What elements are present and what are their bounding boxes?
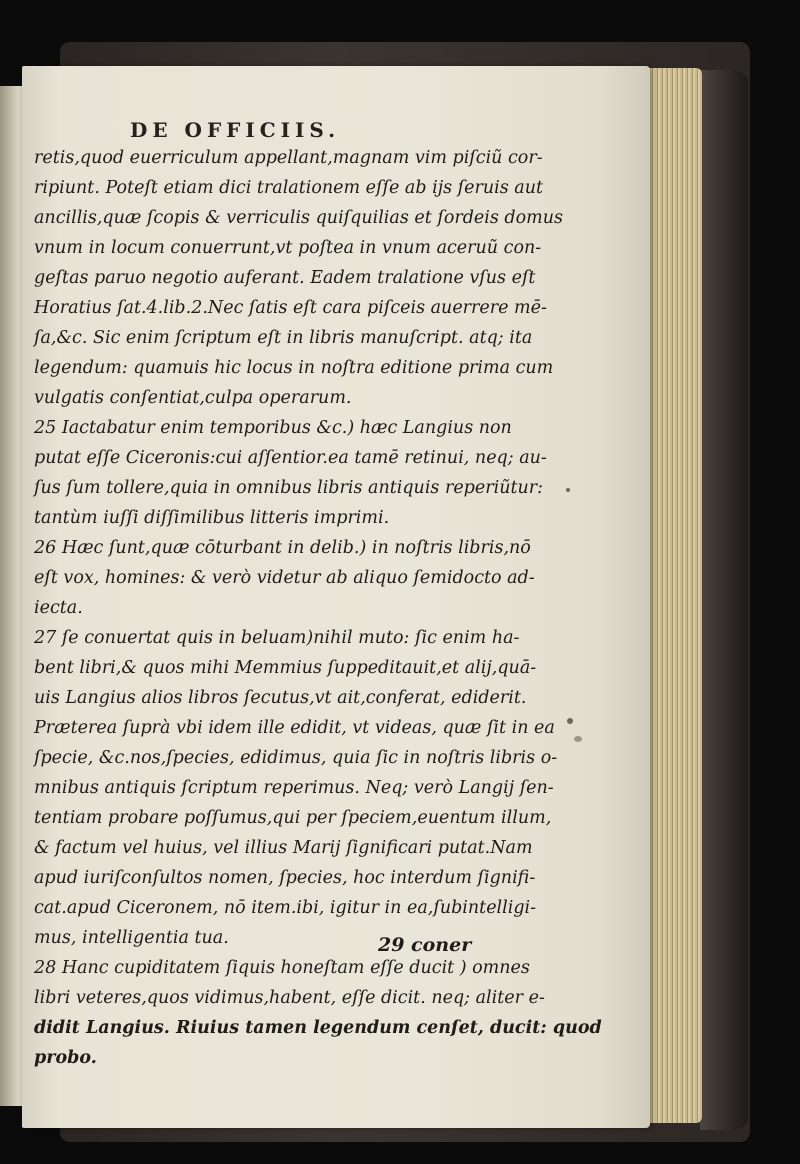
text-line: ancillis,quæ ſcopis & verriculis quiſquilias et ſordeis domus <box>34 208 563 228</box>
text-line: retis,quod euerriculum appellant,magnam vim piſciũ cor- <box>34 148 543 168</box>
paper-speck <box>574 736 582 742</box>
text-line: bent libri,& quos mihi Memmius ſuppeditauit,et alij,quā- <box>34 658 537 678</box>
text-line: 26 Hæc ſunt,quæ cōturbant in delib.) in noſtris libris,nō <box>34 538 531 558</box>
text-line: mus, intelligentia tua. <box>34 928 229 948</box>
text-line: mnibus antiquis ſcriptum reperimus. Neq; verò Langij ſen- <box>34 778 554 798</box>
paper-speck <box>567 718 573 724</box>
text-line: putat eſſe Ciceronis:cui aſſentior.ea tamē retinui, neq; au- <box>34 448 547 468</box>
text-line: didit Langius. Riuius tamen legendum cenſet, ducit: quod <box>34 1018 602 1038</box>
text-line: ſus ſum tollere,quia in omnibus libris antiquis reperiũtur: <box>34 478 544 498</box>
cover-edge <box>700 70 748 1130</box>
text-line: eſt vox, homines: & verò videtur ab aliquo ſemidocto ad- <box>34 568 535 588</box>
text-line: probo. <box>34 1048 97 1068</box>
text-line: vnum in locum conuerrunt,vt poſtea in vnum aceruũ con- <box>34 238 542 258</box>
text-line: Horatius ſat.4.lib.2.Nec ſatis eſt cara piſceis auerrere mē- <box>34 298 547 318</box>
text-line: cat.apud Ciceronem, nō item.ibi, igitur in ea,ſubintelligi- <box>34 898 537 918</box>
text-line: ripiunt. Poteſt etiam dici tralationem eſſe ab ijs ſeruis aut <box>34 178 544 198</box>
text-line: geſtas paruo negotio auferant. Eadem tralatione vſus eſt <box>34 268 536 288</box>
text-line: ſa,&c. Sic enim ſcriptum eſt in libris manuſcript. atq; ita <box>34 328 533 348</box>
running-head: DE OFFICIIS. <box>130 118 341 142</box>
text-line: legendum: quamuis hic locus in noſtra editione prima cum <box>34 358 554 378</box>
text-line: apud iuriſconſultos nomen, ſpecies, hoc interdum ſignifi- <box>34 868 536 888</box>
text-line: 25 Iactabatur enim temporibus &c.) hæc Langius non <box>34 418 512 438</box>
catchword: 29 coner <box>378 934 472 956</box>
text-line: & factum vel huius, vel illius Marij ſignificari putat.Nam <box>34 838 533 858</box>
text-line: libri veteres,quos vidimus,habent, eſſe dicit. neq; aliter e- <box>34 988 545 1008</box>
paper-speck <box>566 488 570 492</box>
text-line: 27 ſe conuertat quis in beluam)nihil muto: ſic enim ha- <box>34 628 520 648</box>
text-line: Præterea ſuprà vbi idem ille edidit, vt videas, quæ ſit in ea <box>34 718 555 738</box>
text-line: 28 Hanc cupiditatem ſiquis honeſtam eſſe ducit ) omnes <box>34 958 530 978</box>
text-line: uis Langius alios libros ſecutus,vt ait,conferat, ediderit. <box>34 688 527 708</box>
text-line: tantùm iuſſi diſſimilibus litteris imprimi. <box>34 508 390 528</box>
text-line: iecta. <box>34 598 83 618</box>
text-line: ſpecie, &c.nos,ſpecies, edidimus, quia ſic in noſtris libris o- <box>34 748 558 768</box>
text-line: vulgatis conſentiat,culpa operarum. <box>34 388 352 408</box>
text-line: tentiam probare poſſumus,qui per ſpeciem,euentum illum, <box>34 808 552 828</box>
